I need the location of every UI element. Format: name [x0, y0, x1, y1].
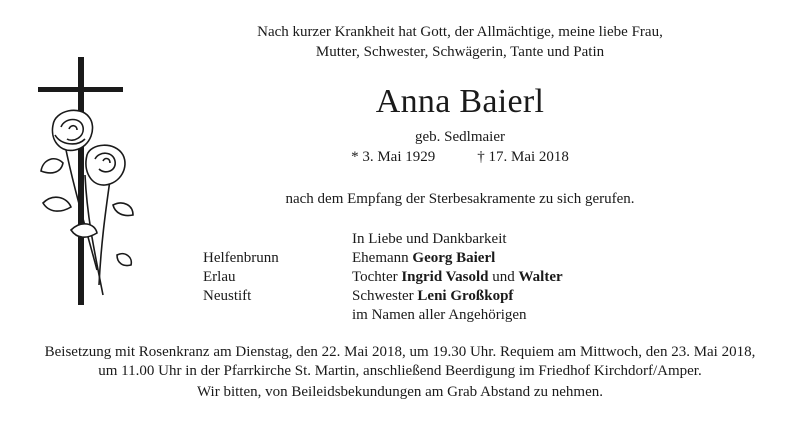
- mourners-closing: im Namen aller Angehörigen: [352, 307, 527, 323]
- maiden-name: geb. Sedlmaier: [415, 129, 505, 145]
- mourner-role: Tochter: [352, 269, 398, 285]
- intro-line-2: Mutter, Schwester, Schwägerin, Tante und Patin: [315, 44, 605, 60]
- mourner-entry: [352, 249, 495, 268]
- life-dates: [160, 149, 760, 166]
- intro-line-1: Nach kurzer Krankheit hat Gott, der Allmächtige, meine liebe Frau,: [257, 24, 663, 40]
- mourner-name: Ingrid Vasold: [401, 269, 489, 285]
- funeral-line-1: Beisetzung mit Rosenkranz am Dienstag, den 22. Mai 2018, um 19.30 Uhr. Requiem am Mittwoch, den 23. Mai 2018,: [44, 344, 756, 360]
- deceased-name: Anna Baierl: [375, 83, 545, 120]
- condolence-request: Wir bitten, von Beileidsbekundungen am Grab Abstand zu nehmen.: [197, 384, 603, 400]
- mourner-place: Erlau: [203, 269, 236, 285]
- mourner-entry: [352, 268, 563, 287]
- funeral-line-2: um 11.00 Uhr in der Pfarrkirche St. Martin, anschließend Beerdigung im Friedhof Kirchdorf/Amper.: [98, 363, 702, 379]
- mourners-heading: In Liebe und Dankbarkeit: [352, 231, 507, 247]
- mourner-extra-name: Walter: [518, 269, 563, 285]
- mourner-role: Schwester: [352, 288, 414, 304]
- mourner-joiner: und: [492, 269, 515, 285]
- cross-with-roses-icon: [25, 55, 155, 315]
- mourner-place: Helfenbrunn: [203, 250, 279, 266]
- mourner-entry: [352, 287, 513, 306]
- intro-text: [160, 22, 760, 62]
- mourner-name: Leni Großkopf: [417, 288, 514, 304]
- sacraments-text: nach dem Empfang der Sterbesakramente zu sich gerufen.: [285, 191, 635, 207]
- mourner-name: Georg Baierl: [412, 250, 496, 266]
- mourner-role: Ehemann: [352, 250, 409, 266]
- funeral-info: [0, 343, 800, 381]
- mourner-place: Neustift: [203, 288, 252, 304]
- death-date: † 17. Mai 2018: [477, 149, 569, 165]
- birth-date: * 3. Mai 1929: [351, 149, 436, 165]
